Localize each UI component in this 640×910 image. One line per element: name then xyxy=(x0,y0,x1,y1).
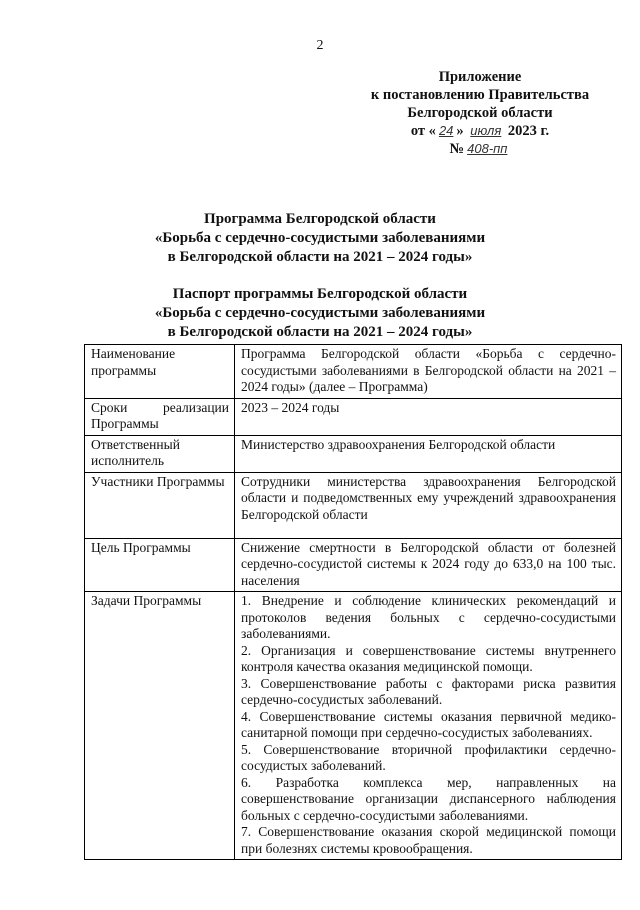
appendix-number xyxy=(350,140,610,158)
row-label: Задачи Программы xyxy=(85,592,235,860)
table-row xyxy=(85,538,622,592)
program-title xyxy=(0,210,640,267)
row-value: Программа Белгородской области «Борьба с сердечно-сосудистыми заболеваниями в Белгородской области на 2021 – 2024 годы» (далее – Программа) xyxy=(235,345,622,399)
row-label: Цель Программы xyxy=(85,538,235,592)
table-row xyxy=(85,398,622,435)
row-label: Участники Программы xyxy=(85,472,235,538)
passport-title xyxy=(0,285,640,342)
row-label: Ответственный исполнитель xyxy=(85,435,235,472)
date-mid: » xyxy=(456,123,464,139)
row-label: Сроки реализации Программы xyxy=(85,398,235,435)
list-item: 2. Организация и совершенствование системы внутреннего контроля качества оказания медицинской помощи. xyxy=(241,642,616,674)
passport-title-line: Паспорт программы Белгородской области xyxy=(172,286,468,302)
table-row xyxy=(85,592,622,860)
row-value: Министерство здравоохранения Белгородской области xyxy=(235,435,622,472)
list-item: 3. Совершенствование работы с факторами риска развития сердечно-сосудистых заболеваний. xyxy=(241,675,616,707)
program-title-line: «Борьба с сердечно-сосудистыми заболеваниями xyxy=(154,230,486,246)
number-value: 408-пп xyxy=(467,141,508,156)
date-prefix: от « xyxy=(410,123,436,139)
list-item: 4. Совершенствование системы оказания первичной медико-санитарной помощи при сердечно-сосудистых заболеваниях. xyxy=(241,708,616,740)
passport-title-line: «Борьба с сердечно-сосудистыми заболеваниями xyxy=(154,305,486,321)
date-day: 24 xyxy=(438,123,454,138)
row-value: Снижение смертности в Белгородской области от болезней сердечно-сосудистой системы к 2024 году до 633,0 на 100 тыс. населения xyxy=(235,538,622,592)
table-row xyxy=(85,472,622,538)
tasks-list xyxy=(235,592,622,860)
program-title-line: Программа Белгородской области xyxy=(204,211,436,227)
row-label: Наименование программы xyxy=(85,345,235,399)
passport-table xyxy=(84,344,622,860)
list-item: 1. Внедрение и соблюдение клинических рекомендаций и протоколов ведения больных с сердечно-сосудистыми заболеваниями. xyxy=(241,593,616,641)
list-item: 5. Совершенствование вторичной профилактики сердечно-сосудистых заболеваний. xyxy=(241,741,616,773)
list-item: 6. Разработка комплекса мер, направленных на совершенствование организации диспансерного наблюдения больных с сердечно-сосудистыми заболеваниями. xyxy=(241,774,616,823)
row-value: 2023 – 2024 годы xyxy=(235,398,622,435)
table-row xyxy=(85,345,622,399)
table-row xyxy=(85,435,622,472)
appendix-header xyxy=(350,68,610,158)
list-item: 7. Совершенствование оказания скорой медицинской помощи при болезнях системы кровообращения. xyxy=(241,824,616,856)
appendix-region: Белгородской области xyxy=(407,105,553,121)
page-number: 2 xyxy=(316,38,324,53)
appendix-title: Приложение xyxy=(438,69,522,85)
passport-title-line: в Белгородской области на 2021 – 2024 годы» xyxy=(167,324,473,340)
program-title-line: в Белгородской области на 2021 – 2024 годы» xyxy=(167,249,473,265)
date-year: 2023 г. xyxy=(507,123,550,139)
appendix-resolution: к постановлению Правительства xyxy=(370,87,590,103)
row-value: Сотрудники министерства здравоохранения Белгородской области и подведомственных ему учреждений здравоохранения Белгородской области xyxy=(235,472,622,538)
number-prefix: № xyxy=(449,141,465,157)
document-titles xyxy=(0,210,640,360)
date-month: июля xyxy=(470,123,502,138)
appendix-date xyxy=(350,122,610,140)
